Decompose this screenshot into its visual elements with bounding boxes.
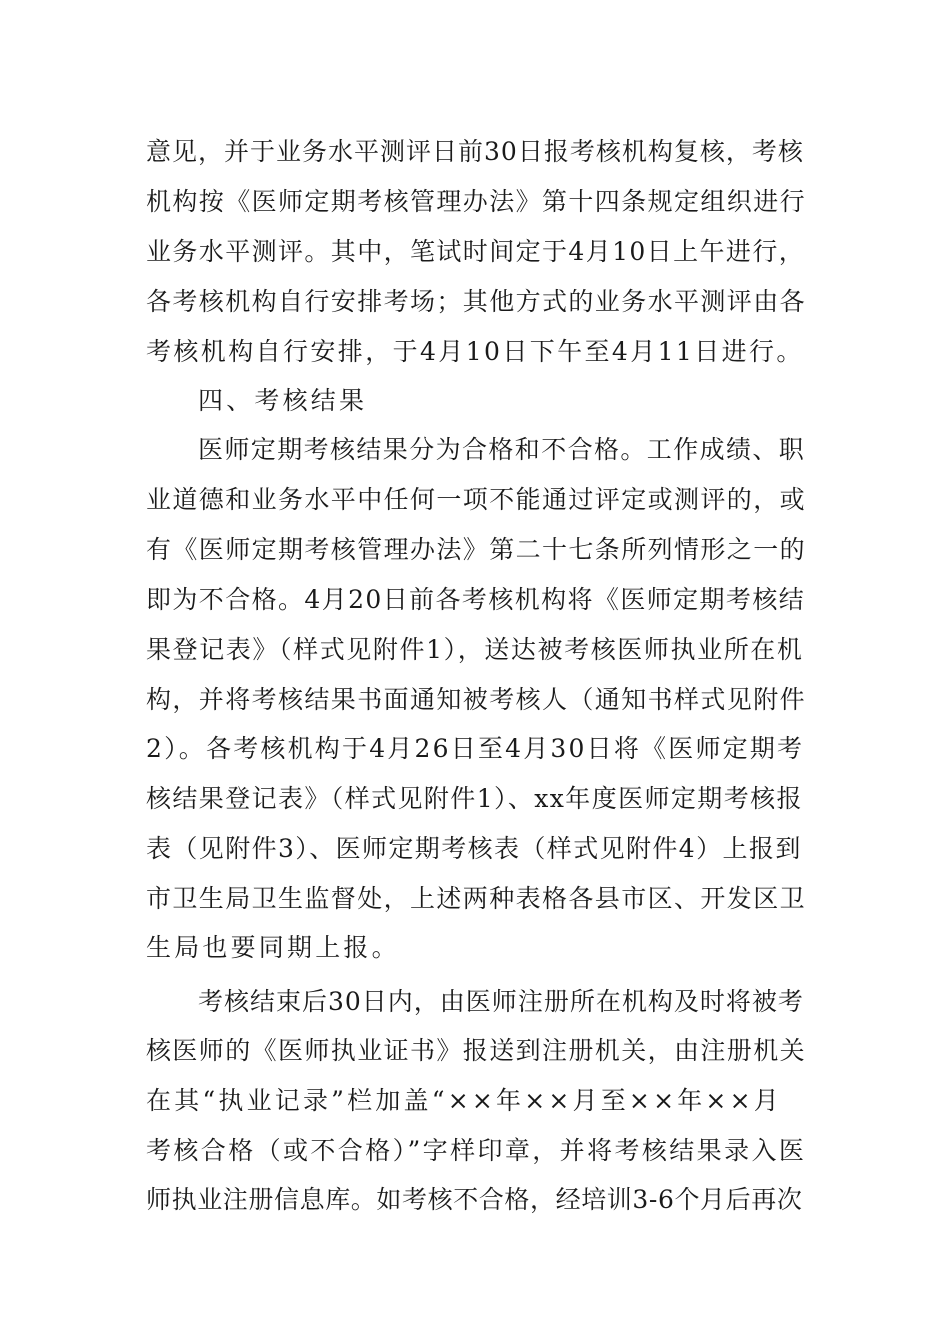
paragraph-line: 核医师的《医师执业证书》报送到注册机关，由注册机关 xyxy=(146,1036,807,1065)
paragraph-line: 业务水平测评。其中，笔试时间定于4月10日上午进行， xyxy=(146,237,806,266)
paragraph-line: 市卫生局卫生监督处，上述两种表格各县市区、开发区卫 xyxy=(146,884,807,913)
paragraph-line: 考核合格（或不合格）”字样印章，并将考核结果录入医 xyxy=(146,1136,807,1165)
paragraph-line: 考核机构自行安排，于4月10日下午至4月11日进行。 xyxy=(146,337,804,366)
paragraph-line: 医师定期考核结果分为合格和不合格。工作成绩、职 xyxy=(198,435,806,464)
paragraph-line: 构，并将考核结果书面通知被考核人（通知书样式见附件 xyxy=(146,685,807,714)
paragraph-line: 考核结束后30日内，由医师注册所在机构及时将被考 xyxy=(198,987,804,1016)
paragraph-line: 果登记表》（样式见附件1），送达被考核医师执业所在机 xyxy=(146,635,804,664)
section-heading: 四、考核结果 xyxy=(198,386,368,415)
paragraph-line: 核结果登记表》（样式见附件1）、xx年度医师定期考核报 xyxy=(146,784,803,813)
paragraph-line: 2）。各考核机构于4月26日至4月30日将《医师定期考 xyxy=(146,734,805,763)
paragraph-line: 意见，并于业务水平测评日前30日报考核机构复核，考核 xyxy=(146,137,804,166)
paragraph-line: 生局也要同期上报。 xyxy=(146,933,400,962)
paragraph-line: 表（见附件3）、医师定期考核表（样式见附件4）上报到 xyxy=(146,834,802,863)
paragraph-line: 即为不合格。4月20日前各考核机构将《医师定期考核结 xyxy=(146,585,806,614)
paragraph-line: 在其“执业记录”栏加盖“××年××月至××年××月 xyxy=(146,1086,782,1115)
paragraph-line: 各考核机构自行安排考场；其他方式的业务水平测评由各 xyxy=(146,287,807,316)
paragraph-line: 机构按《医师定期考核管理办法》第十四条规定组织进行 xyxy=(146,187,807,216)
paragraph-line: 业道德和业务水平中任何一项不能通过评定或测评的，或 xyxy=(146,485,807,514)
paragraph-line: 有《医师定期考核管理办法》第二十七条所列情形之一的 xyxy=(146,535,807,564)
paragraph-line: 师执业注册信息库。如考核不合格，经培训3-6个月后再次 xyxy=(146,1185,803,1214)
